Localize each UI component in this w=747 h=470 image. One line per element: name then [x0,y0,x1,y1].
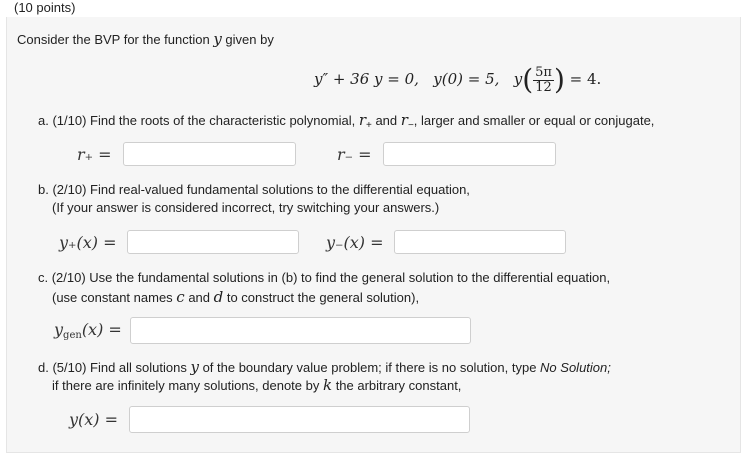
bvp-equation [314,59,601,99]
no-solution-text: No Solution; [540,360,611,375]
intro-after: given by [221,32,274,47]
part-d-line2-before: if there are infinitely many solutions, denote by [52,378,323,393]
ode: y″ + 36 y = 0, [314,70,419,88]
const-k: k [322,376,333,394]
y-gen-rest: (x) = [81,320,122,339]
r-minus-symbol: r [400,111,408,129]
question-panel [6,17,741,453]
part-d-line2-after: the arbitrary constant, [332,378,462,393]
fraction-denominator: 12 [535,79,552,95]
part-d-line2 [52,376,461,394]
y-minus-label: y₋(x) = [326,233,384,252]
fraction-numerator: 5π [535,64,552,80]
part-c-line2 [52,288,419,306]
y-label: y(x) = [69,410,119,429]
part-d-line1 [38,358,611,376]
intro-before: Consider the BVP for the function [17,32,214,47]
and-text: and [371,113,401,128]
part-c-and: and [184,290,214,305]
r-minus-input[interactable] [383,142,556,166]
y-gen-symbol: y [54,320,64,339]
bc2-fraction [533,66,554,95]
r-plus-input[interactable] [123,142,296,166]
part-a-text [38,111,654,131]
question-header [0,0,747,17]
part-d-y: y [190,358,199,376]
left-paren: ( [522,63,534,96]
r-plus-symbol: r [358,111,366,129]
part-a-before: a. (1/10) Find the roots of the characteristic polynomial, [38,113,359,128]
y-gen-label [54,320,122,341]
y-gen-input[interactable] [130,317,471,344]
boundary-condition-2-rhs: = 4. [569,70,602,88]
r-plus-label: r₊ = [77,145,112,164]
part-d-line1-mid: of the boundary value problem; if there is no solution, type [198,360,541,375]
part-b-line1: b. (2/10) Find real-valued fundamental solutions to the differential equation, [38,182,470,197]
y-plus-label: y₊(x) = [59,233,117,252]
minus-subscript: − [407,120,414,131]
part-c-line1: c. (2/10) Use the fundamental solutions in (b) to find the general solution to the differential equation, [38,270,611,285]
points-label: (10 points) [14,0,76,15]
intro-var: y [213,30,222,48]
r-minus-label: r₋ = [337,145,372,164]
right-paren: ) [553,63,565,96]
boundary-condition-1: y(0) = 5, [433,70,500,88]
y-plus-input[interactable] [127,230,299,254]
plus-subscript: + [366,120,372,131]
intro-text [17,30,274,48]
const-d: d [213,288,224,306]
const-c: c [176,288,185,306]
part-b-line2: (If your answer is considered incorrect, try switching your answers.) [52,200,440,215]
part-c-line2-after: to construct the general solution), [223,290,420,305]
part-a-after: , larger and smaller or equal or conjugate, [413,113,655,128]
y-minus-input[interactable] [394,230,566,254]
part-d-line1-before: d. (5/10) Find all solutions [38,360,191,375]
gen-subscript: gen [63,330,82,341]
part-c-line2-before: (use constant names [52,290,177,305]
boundary-condition-2-func: y [513,70,523,88]
y-input[interactable] [129,406,470,433]
